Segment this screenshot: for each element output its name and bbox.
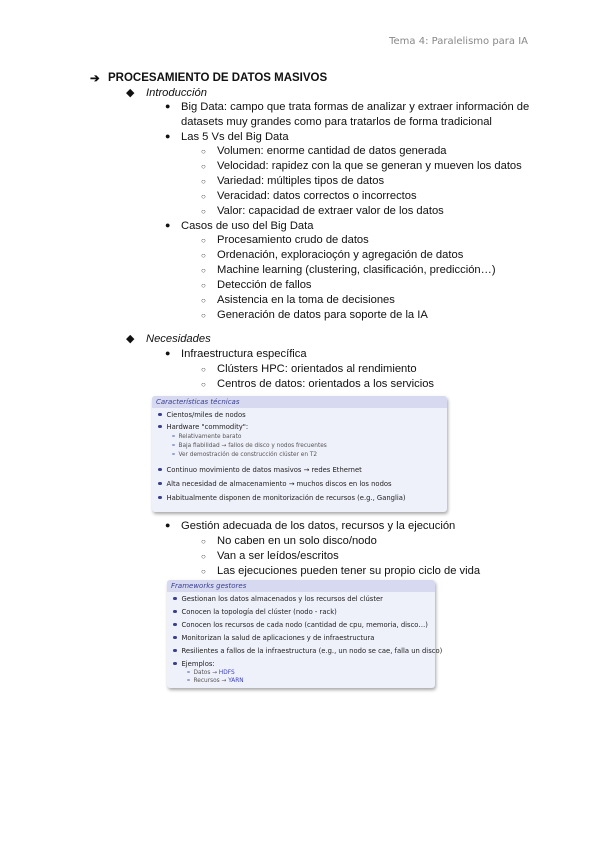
- circle-bullet-icon: ○: [201, 192, 206, 201]
- intro-item-3: Casos de uso del Big Data: [181, 220, 314, 232]
- box-item: Ejemplos:: [173, 660, 215, 668]
- list-item: Detección de fallos: [217, 279, 312, 291]
- box-item: Resilientes a fallos de la infraestructura (e.g., un nodo se cae, falla un disco): [173, 647, 442, 655]
- list-item: Valor: capacidad de extraer valor de los datos: [217, 205, 444, 217]
- circle-bullet-icon: ○: [201, 177, 206, 186]
- section-arrow: ➔: [90, 73, 100, 85]
- list-item: Centros de datos: orientados a los servicios: [217, 378, 435, 390]
- circle-bullet-icon: ○: [201, 365, 206, 374]
- circle-bullet-icon: ○: [201, 311, 206, 320]
- list-item: Clústers HPC: orientados al rendimiento: [217, 363, 417, 375]
- bullet-icon: ●: [165, 131, 171, 141]
- circle-bullet-icon: ○: [201, 207, 206, 216]
- section-title: PROCESAMIENTO DE DATOS MASIVOS: [108, 72, 328, 84]
- technical-features-box: [152, 396, 447, 512]
- box-title: Frameworks gestores: [167, 580, 435, 592]
- circle-bullet-icon: ○: [201, 296, 206, 305]
- intro-item-1-line2: datasets muy grandes como para tratarlos de forma tradicional: [181, 116, 492, 128]
- list-item: Ordenación, exploracioçón y agregación de datos: [217, 249, 464, 261]
- box-item: Conocen la topología del clúster (nodo - rack): [173, 608, 337, 616]
- diamond-bullet-icon: ◆: [126, 87, 135, 99]
- bullet-icon: ●: [165, 101, 171, 111]
- bullet-icon: ●: [165, 348, 171, 358]
- circle-bullet-icon: ○: [201, 281, 206, 290]
- box-title: Características técnicas: [152, 396, 447, 408]
- list-item: No caben en un solo disco/nodo: [217, 535, 377, 547]
- box-item: Gestionan los datos almacenados y los recursos del clúster: [173, 595, 383, 603]
- list-item: Veracidad: datos correctos o incorrectos: [217, 190, 417, 202]
- list-item: Velocidad: rapidez con la que se generan y mueven los datos: [217, 160, 522, 172]
- circle-bullet-icon: ○: [201, 537, 206, 546]
- box-subitem: Datos → HDFS: [187, 670, 235, 676]
- box-item: Continuo movimiento de datos masivos → redes Ethernet: [158, 466, 362, 474]
- circle-bullet-icon: ○: [201, 567, 206, 576]
- circle-bullet-icon: ○: [201, 251, 206, 260]
- box-subitem: Ver demostración de construcción clúster en T2: [172, 452, 317, 458]
- diamond-bullet-icon: ◆: [126, 333, 135, 345]
- intro-item-1-line1: Big Data: campo que trata formas de analizar y extraer información de: [181, 101, 530, 113]
- box-item: Hardware "commodity":: [158, 423, 248, 431]
- page-header: Tema 4: Paralelismo para IA: [389, 36, 528, 47]
- box-subitem: Baja fiabilidad → fallos de disco y nodos frecuentes: [172, 443, 327, 449]
- box-subitem: Relativamente barato: [172, 434, 241, 440]
- circle-bullet-icon: ○: [201, 552, 206, 561]
- box-item: Alta necesidad de almacenamiento → muchos discos en los nodos: [158, 480, 392, 488]
- list-item: Variedad: múltiples tipos de datos: [217, 175, 385, 187]
- box-item: Monitorizan la salud de aplicaciones y de infraestructura: [173, 634, 374, 642]
- list-item: Las ejecuciones pueden tener su propio ciclo de vida: [217, 565, 481, 577]
- circle-bullet-icon: ○: [201, 266, 206, 275]
- box-item: Conocen los recursos de cada nodo (cantidad de cpu, memoria, disco…): [173, 621, 428, 629]
- list-item: Machine learning (clustering, clasificación, predicción…): [217, 264, 496, 276]
- circle-bullet-icon: ○: [201, 162, 206, 171]
- list-item: Asistencia en la toma de decisiones: [217, 294, 395, 306]
- gestion-item: Gestión adecuada de los datos, recursos y la ejecución: [181, 520, 456, 532]
- box-item: Cientos/miles de nodos: [158, 411, 246, 419]
- list-item: Van a ser leídos/escritos: [217, 550, 339, 562]
- bullet-icon: ●: [165, 520, 171, 530]
- bullet-icon: ●: [165, 220, 171, 230]
- box-item: Habitualmente disponen de monitorización de recursos (e.g., Ganglia): [158, 494, 406, 502]
- circle-bullet-icon: ○: [201, 380, 206, 389]
- necesidades-label: Necesidades: [146, 333, 211, 345]
- list-item: Volumen: enorme cantidad de datos generada: [217, 145, 447, 157]
- circle-bullet-icon: ○: [201, 147, 206, 156]
- list-item: Procesamiento crudo de datos: [217, 234, 369, 246]
- intro-item-2: Las 5 Vs del Big Data: [181, 131, 289, 143]
- intro-label: Introducción: [146, 87, 207, 99]
- box-subitem: Recursos → YARN: [187, 678, 244, 684]
- infra-item: Infraestructura específica: [181, 348, 307, 360]
- frameworks-box: [167, 580, 443, 688]
- circle-bullet-icon: ○: [201, 236, 206, 245]
- list-item: Generación de datos para soporte de la IA: [217, 309, 428, 321]
